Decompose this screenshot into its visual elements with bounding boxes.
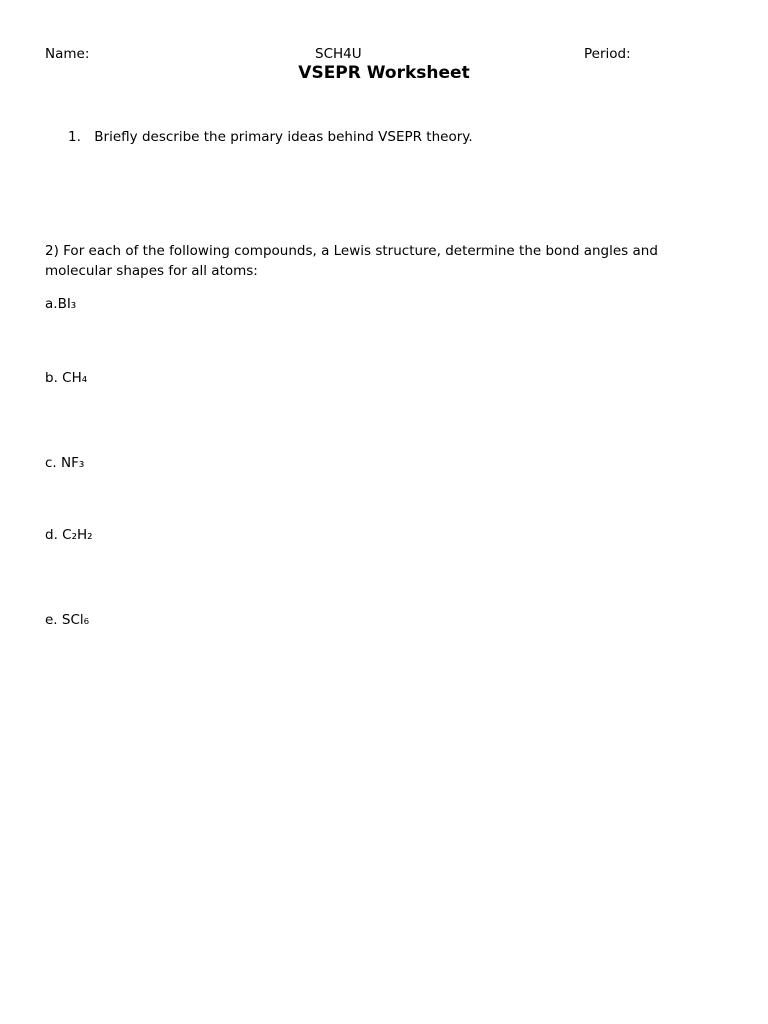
compound-item-e: e. SCl₆ bbox=[45, 612, 90, 628]
question-1 bbox=[68, 129, 473, 145]
question-1-text: Briefly describe the primary ideas behind VSEPR theory. bbox=[94, 129, 473, 145]
compound-item-d: d. C₂H₂ bbox=[45, 527, 93, 543]
compound-item-a: a.BI₃ bbox=[45, 296, 77, 312]
worksheet-title: VSEPR Worksheet bbox=[298, 63, 470, 83]
period-label: Period: bbox=[584, 46, 631, 62]
compound-item-c: c. NF₃ bbox=[45, 455, 85, 471]
question-1-number: 1. bbox=[68, 129, 81, 145]
question-2-text: 2) For each of the following compounds, a Lewis structure, determine the bond angles and molecular shapes for all atoms: bbox=[45, 243, 658, 279]
compound-item-b: b. CH₄ bbox=[45, 370, 88, 386]
name-label: Name: bbox=[45, 46, 90, 62]
course-code: SCH4U bbox=[315, 46, 362, 62]
